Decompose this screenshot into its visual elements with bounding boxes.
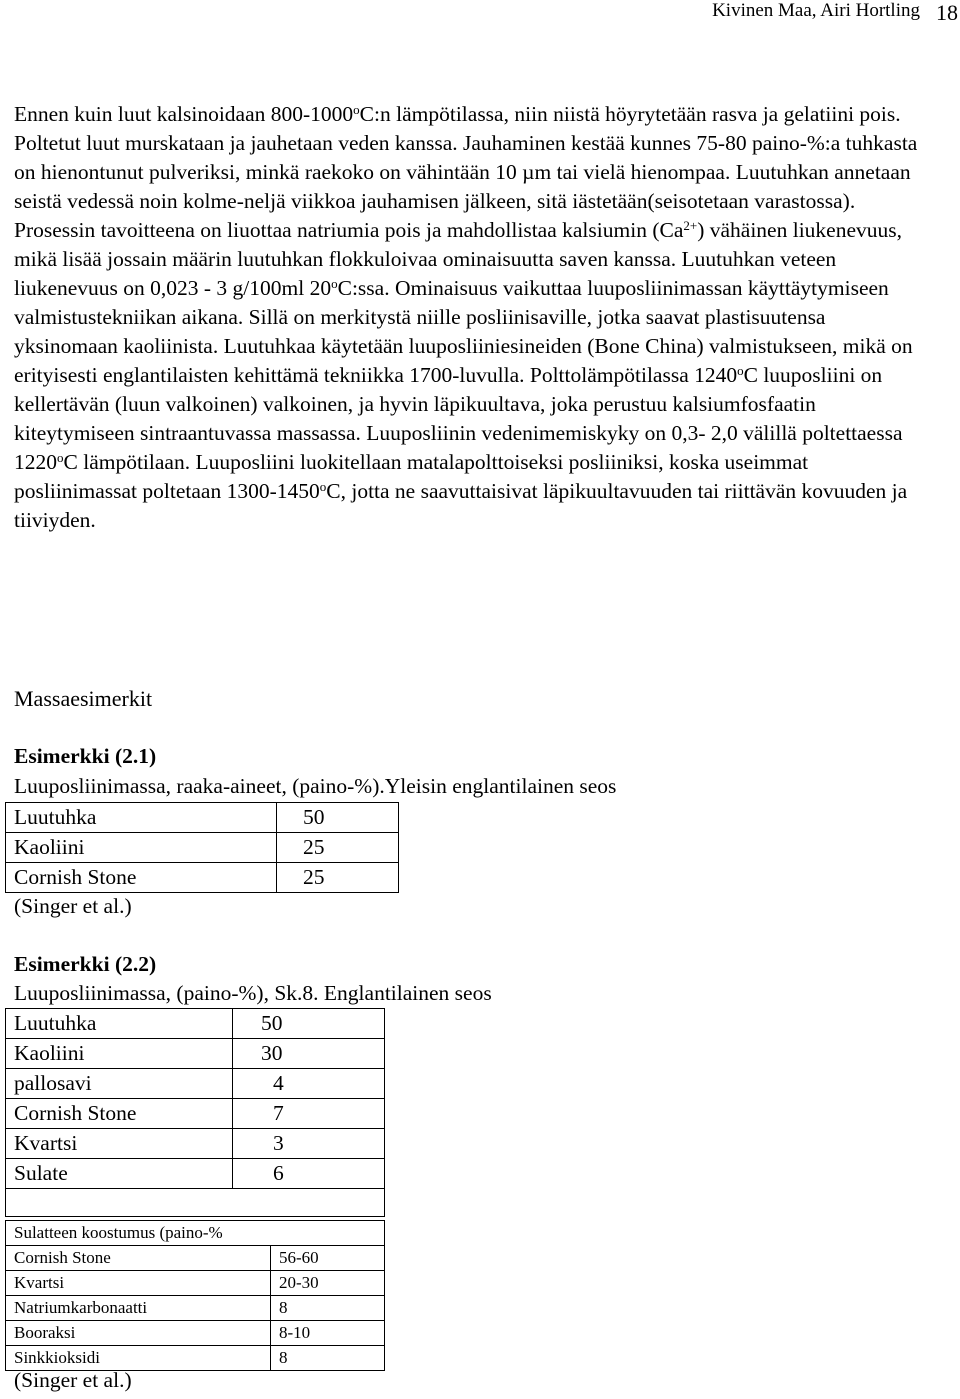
recipe-table <box>5 802 399 893</box>
component-value: 8 <box>271 1296 385 1321</box>
ingredient-value: 30 <box>233 1039 385 1069</box>
component-name: Booraksi <box>6 1321 271 1346</box>
table-row <box>6 1346 385 1371</box>
component-name: Natriumkarbonaatti <box>6 1296 271 1321</box>
page-header <box>0 0 960 28</box>
table-row <box>6 1246 385 1271</box>
ingredient-name: pallosavi <box>6 1069 233 1099</box>
table-row <box>6 1069 385 1099</box>
ingredient-value: 25 <box>277 863 399 893</box>
subtable-title: Sulatteen koostumus (paino-% <box>6 1221 385 1246</box>
component-name: Sinkkioksidi <box>6 1346 271 1371</box>
component-value: 8-10 <box>271 1321 385 1346</box>
component-value: 8 <box>271 1346 385 1371</box>
text-segment: C luuposliini on kellertävän (luun valkoinen) valkoinen, ja hyvin läpikuultava, joka perustuu kalsiumfosfaatin kiteytymiseen sintraantuvassa massassa. Luuposliinin vedenimemiskyky on 0,3- 2,0 välillä poltettaessa 1220 <box>14 363 903 474</box>
text-segment: C lämpötilaan. Luuposliini luokitellaan matalapolttoiseksi posliiniksi, koska useimmat posliinimassat poltetaan 1300-1450 <box>14 450 809 503</box>
degree-mark: o <box>331 275 338 291</box>
ingredient-value: 25 <box>277 833 399 863</box>
table-row <box>6 1321 385 1346</box>
component-name: Kvartsi <box>6 1271 271 1296</box>
table-row <box>6 1296 385 1321</box>
text-segment: C, jotta ne saavuttaisivat läpikuultavuuden tai riittävän kovuuden ja tiiviyden. <box>14 479 908 532</box>
example-heading: Esimerkki (2.2) <box>14 952 157 976</box>
ingredient-name: Kaoliini <box>6 833 277 863</box>
ingredient-value: 6 <box>233 1159 385 1189</box>
text-segment: ) vähäinen liukenevuus, mikä lisää jossain määrin luutuhkan flokkuloivaa ominaisuutta saven kanssa. Luutuhkan veteen liukenevuus on 0,023 - 3 g/100ml 20 <box>14 218 902 300</box>
text-segment: C:ssa. Ominaisuus vaikuttaa luuposliinimassan käyttäytymiseen valmistustekniikan aikana. Sillä on merkitystä niille posliinisaville, jotka saavat plastisuutensa yksinomaan kaoliinista. Luutuhkaa käytetään luuposliiniesineiden (Bone China) valmistukseen, mikä on erityisesti englantilaisten kehittämä tekniikka 1700-luvulla. Polttolämpötilassa 1240 <box>14 276 913 387</box>
ingredient-name: Kaoliini <box>6 1039 233 1069</box>
ingredient-name: Cornish Stone <box>6 863 277 893</box>
ingredient-name: Cornish Stone <box>6 1099 233 1129</box>
example-heading: Esimerkki (2.1) <box>14 744 157 768</box>
header-author: Kivinen Maa, Airi Hortling <box>712 0 920 21</box>
page-number: 18 <box>936 0 958 25</box>
degree-mark: o <box>353 101 360 117</box>
source-citation: (Singer et al.) <box>14 894 132 918</box>
component-value: 20-30 <box>271 1271 385 1296</box>
table-row <box>6 1099 385 1129</box>
body-paragraph <box>14 100 919 535</box>
table-row <box>6 863 399 893</box>
table-row <box>6 1009 385 1039</box>
degree-mark: o <box>57 449 64 465</box>
degree-mark: o <box>737 362 744 378</box>
table-row <box>6 1271 385 1296</box>
flux-composition-table <box>5 1220 385 1371</box>
table-row <box>6 833 399 863</box>
ingredient-value: 4 <box>233 1069 385 1099</box>
empty-cell <box>6 1189 385 1217</box>
example-description: Luuposliinimassa, raaka-aineet, (paino-%).Yleisin englantilainen seos <box>14 774 617 798</box>
ingredient-name: Luutuhka <box>6 1009 233 1039</box>
ingredient-name: Kvartsi <box>6 1129 233 1159</box>
table-row <box>6 1221 385 1246</box>
source-citation: (Singer et al.) <box>14 1368 132 1392</box>
degree-mark: o <box>319 478 327 494</box>
table-row <box>6 1159 385 1189</box>
ingredient-value: 50 <box>277 803 399 833</box>
text-segment: C:n lämpötilassa, niin niistä höyrytetään rasva ja gelatiini pois. Poltetut luut murskataan ja jauhetaan veden kanssa. Jauhaminen kestää kunnes 75-80 paino-%:a tuhkasta on hienontunut pulveriksi, minkä raekoko on vähintään 10 µm tai vielä hienompaa. Luutuhkan annetaan seistä vedessä noin kolme-neljä viikkoa jauhamisen jälkeen, sitä iästetään(seisotetaan varastossa). Prosessin tavoitteena on liuottaa natriumia pois ja mahdollistaa kalsiumin (Ca <box>14 102 918 242</box>
ingredient-value: 3 <box>233 1129 385 1159</box>
table-row <box>6 803 399 833</box>
example-description: Luuposliinimassa, (paino-%), Sk.8. Englantilainen seos <box>14 981 492 1005</box>
text-segment: Ennen kuin luut kalsinoidaan 800-1000 <box>14 102 354 126</box>
component-name: Cornish Stone <box>6 1246 271 1271</box>
ingredient-value: 7 <box>233 1099 385 1129</box>
table-row <box>6 1129 385 1159</box>
component-value: 56-60 <box>271 1246 385 1271</box>
recipe-table <box>5 1008 385 1217</box>
section-title: Massaesimerkit <box>14 686 153 711</box>
table-row <box>6 1039 385 1069</box>
ingredient-name: Luutuhka <box>6 803 277 833</box>
ion-charge: 2+ <box>683 217 698 233</box>
table-row-empty <box>6 1189 385 1217</box>
ingredient-value: 50 <box>233 1009 385 1039</box>
ingredient-name: Sulate <box>6 1159 233 1189</box>
